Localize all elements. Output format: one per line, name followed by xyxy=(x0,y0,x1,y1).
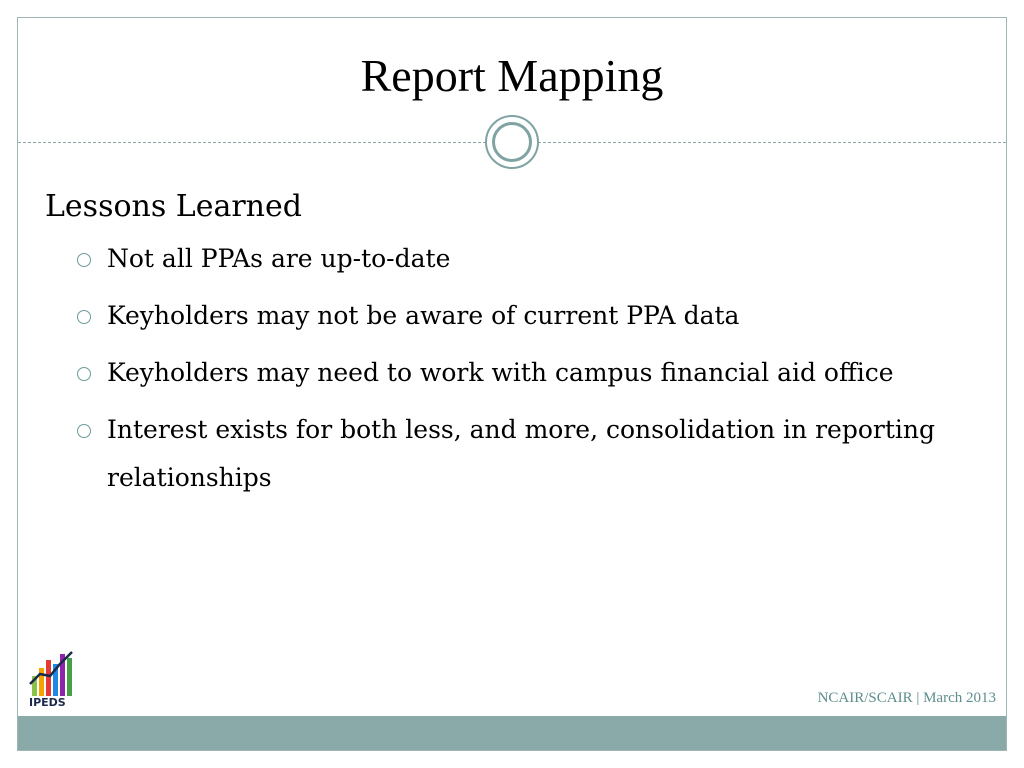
circle-bullet-icon xyxy=(77,424,91,438)
section-heading: Lessons Learned xyxy=(45,189,302,224)
logo-bar-3 xyxy=(46,660,51,696)
logo-bar-2 xyxy=(39,668,44,696)
divider-circle-ornament xyxy=(485,115,539,169)
slide-content xyxy=(45,183,965,511)
bullet-text: Not all PPAs are up-to-date xyxy=(107,244,451,273)
bullet-text: Interest exists for both less, and more, consolidation in reporting relationships xyxy=(107,415,935,492)
circle-bullet-icon xyxy=(77,367,91,381)
logo-bar-6 xyxy=(67,658,72,696)
divider-circle-inner xyxy=(492,122,532,162)
ipeds-logo xyxy=(26,646,84,708)
slide-title: Report Mapping xyxy=(360,50,664,101)
bullet-list xyxy=(45,235,965,502)
footer-bar xyxy=(18,716,1006,750)
bullet-text: Keyholders may need to work with campus financial aid office xyxy=(107,358,894,387)
bullet-item xyxy=(75,235,965,283)
bullet-item xyxy=(75,406,965,502)
circle-bullet-icon xyxy=(77,253,91,267)
bullet-item xyxy=(75,349,965,397)
bullet-item xyxy=(75,292,965,340)
logo-wordmark: IPEDS xyxy=(29,696,66,708)
bullet-text: Keyholders may not be aware of current PPA data xyxy=(107,301,740,330)
circle-bullet-icon xyxy=(77,310,91,324)
footer-text: NCAIR/SCAIR | March 2013 xyxy=(817,690,996,706)
